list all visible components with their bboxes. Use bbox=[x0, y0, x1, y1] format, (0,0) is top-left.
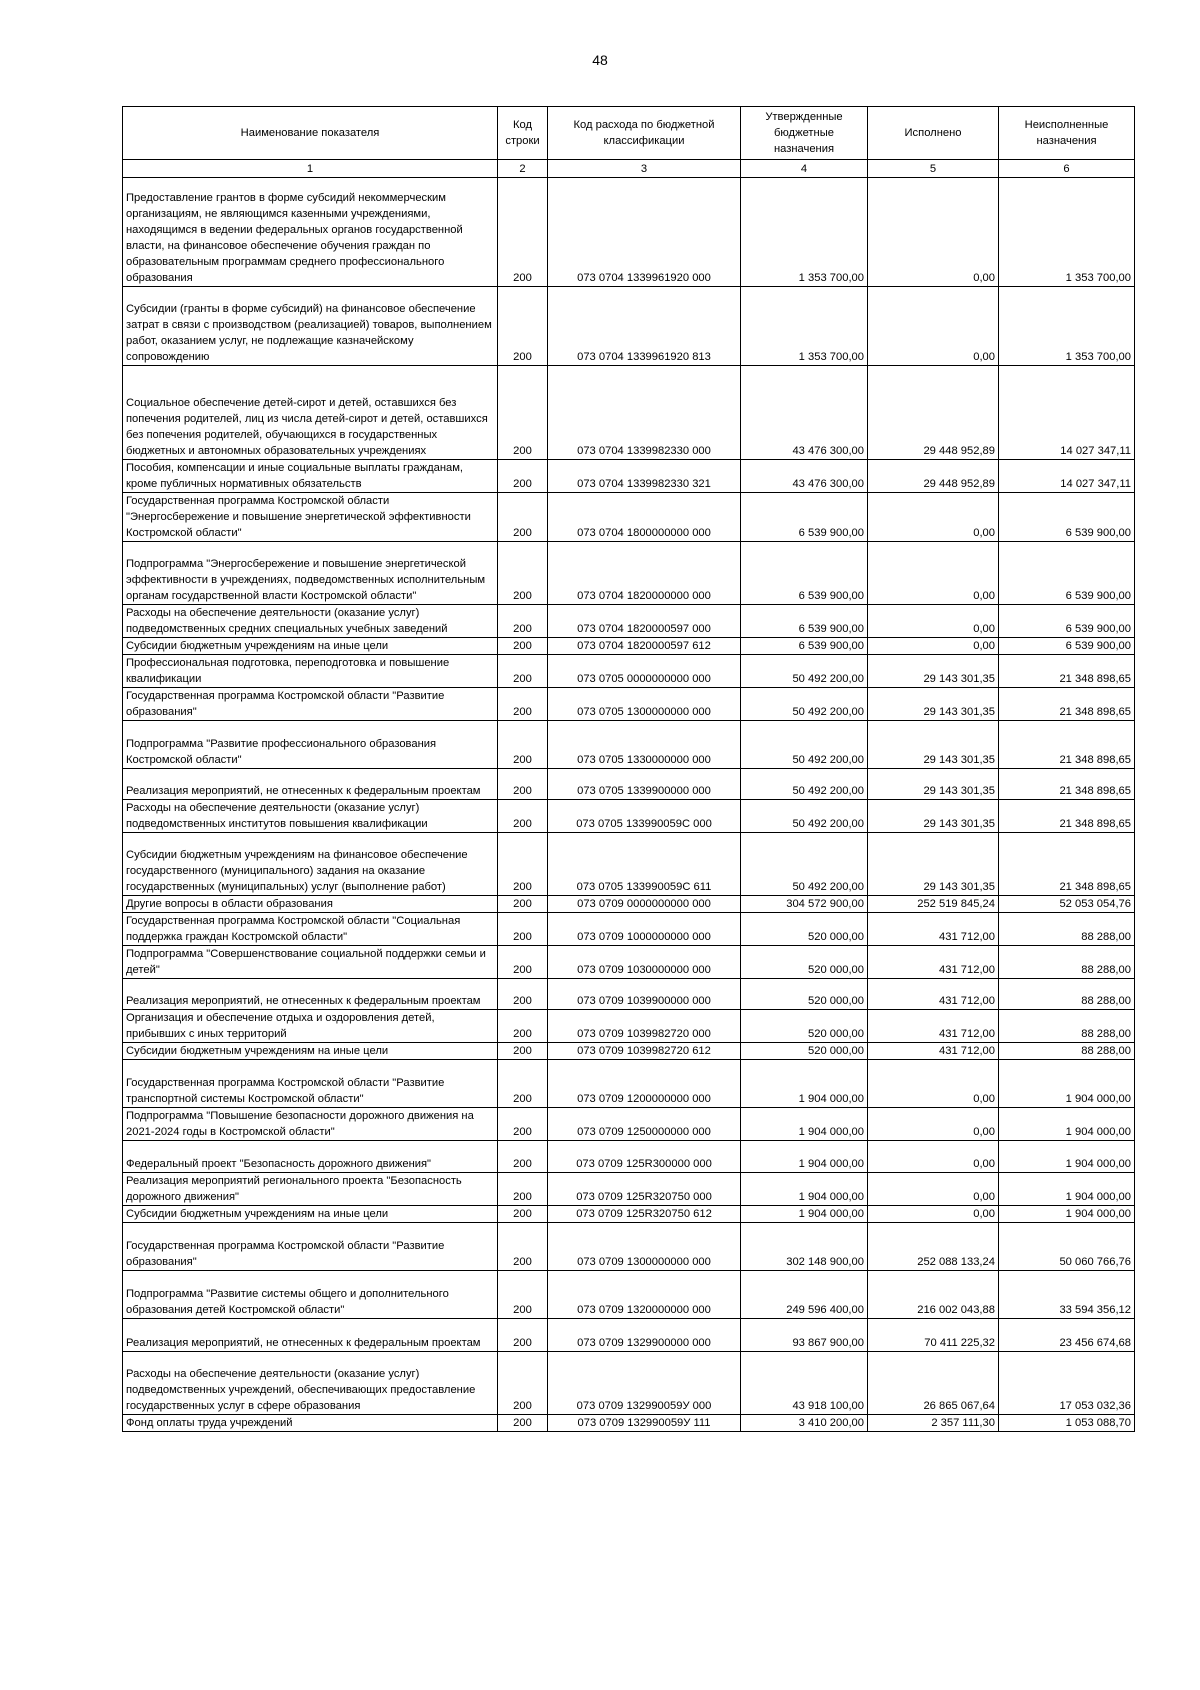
cell-row-code: 200 bbox=[498, 1206, 548, 1223]
cell-unexecuted: 6 539 900,00 bbox=[999, 638, 1135, 655]
cell-indicator-name: Государственная программа Костромской области "Развитие образования" bbox=[123, 1223, 498, 1271]
cell-approved: 1 353 700,00 bbox=[741, 178, 868, 287]
cell-row-code: 200 bbox=[498, 946, 548, 979]
cell-approved: 93 867 900,00 bbox=[741, 1319, 868, 1352]
cell-executed: 29 143 301,35 bbox=[868, 655, 999, 688]
table-row bbox=[123, 1352, 1135, 1415]
cell-row-code: 200 bbox=[498, 1319, 548, 1352]
cell-executed: 29 448 952,89 bbox=[868, 366, 999, 460]
cell-row-code: 200 bbox=[498, 655, 548, 688]
cell-executed: 29 143 301,35 bbox=[868, 769, 999, 800]
cell-unexecuted: 1 353 700,00 bbox=[999, 178, 1135, 287]
cell-row-code: 200 bbox=[498, 1352, 548, 1415]
table-row bbox=[123, 1173, 1135, 1206]
table-row bbox=[123, 493, 1135, 542]
cell-unexecuted: 17 053 032,36 bbox=[999, 1352, 1135, 1415]
cell-executed: 2 357 111,30 bbox=[868, 1415, 999, 1432]
cell-approved: 6 539 900,00 bbox=[741, 605, 868, 638]
cell-approved: 43 918 100,00 bbox=[741, 1352, 868, 1415]
cell-indicator-name: Подпрограмма "Повышение безопасности дорожного движения на 2021-2024 годы в Костромской области" bbox=[123, 1108, 498, 1141]
cell-executed: 0,00 bbox=[868, 1141, 999, 1173]
cell-approved: 1 904 000,00 bbox=[741, 1108, 868, 1141]
cell-indicator-name: Расходы на обеспечение деятельности (оказание услуг) подведомственных средних специальных учебных заведений bbox=[123, 605, 498, 638]
table-row bbox=[123, 1043, 1135, 1060]
table-row bbox=[123, 178, 1135, 287]
cell-approved: 43 476 300,00 bbox=[741, 460, 868, 493]
cell-unexecuted: 88 288,00 bbox=[999, 946, 1135, 979]
cell-budget-code: 073 0705 133990059С 611 bbox=[548, 833, 741, 896]
cell-indicator-name: Субсидии бюджетным учреждениям на финансовое обеспечение государственного (муниципального) задания на оказание государственных (муниципальных) услуг (выполнение работ) bbox=[123, 833, 498, 896]
cell-row-code: 200 bbox=[498, 493, 548, 542]
budget-execution-table bbox=[122, 106, 1135, 1432]
cell-indicator-name: Подпрограмма "Энергосбережение и повышение энергетической эффективности в учреждениях, подведомственных исполнительным органам государственной власти Костромской области" bbox=[123, 542, 498, 605]
cell-approved: 6 539 900,00 bbox=[741, 542, 868, 605]
cell-unexecuted: 21 348 898,65 bbox=[999, 655, 1135, 688]
cell-executed: 0,00 bbox=[868, 1060, 999, 1108]
cell-row-code: 200 bbox=[498, 688, 548, 721]
table-row bbox=[123, 946, 1135, 979]
cell-indicator-name: Субсидии бюджетным учреждениям на иные цели bbox=[123, 1043, 498, 1060]
cell-row-code: 200 bbox=[498, 1415, 548, 1432]
table-row bbox=[123, 913, 1135, 946]
cell-indicator-name: Фонд оплаты труда учреждений bbox=[123, 1415, 498, 1432]
cell-unexecuted: 33 594 356,12 bbox=[999, 1271, 1135, 1319]
cell-unexecuted: 21 348 898,65 bbox=[999, 688, 1135, 721]
cell-indicator-name: Расходы на обеспечение деятельности (оказание услуг) подведомственных учреждений, обеспечивающих предоставление государственных услуг в сфере образования bbox=[123, 1352, 498, 1415]
cell-unexecuted: 14 027 347,11 bbox=[999, 460, 1135, 493]
cell-unexecuted: 88 288,00 bbox=[999, 913, 1135, 946]
cell-unexecuted: 23 456 674,68 bbox=[999, 1319, 1135, 1352]
cell-approved: 520 000,00 bbox=[741, 1010, 868, 1043]
cell-executed: 0,00 bbox=[868, 1173, 999, 1206]
cell-approved: 3 410 200,00 bbox=[741, 1415, 868, 1432]
cell-budget-code: 073 0709 125R320750 000 bbox=[548, 1173, 741, 1206]
cell-row-code: 200 bbox=[498, 1108, 548, 1141]
cell-indicator-name: Другие вопросы в области образования bbox=[123, 896, 498, 913]
cell-row-code: 200 bbox=[498, 1010, 548, 1043]
cell-executed: 29 448 952,89 bbox=[868, 460, 999, 493]
cell-approved: 249 596 400,00 bbox=[741, 1271, 868, 1319]
cell-approved: 6 539 900,00 bbox=[741, 638, 868, 655]
cell-unexecuted: 1 904 000,00 bbox=[999, 1060, 1135, 1108]
cell-unexecuted: 52 053 054,76 bbox=[999, 896, 1135, 913]
cell-approved: 50 492 200,00 bbox=[741, 833, 868, 896]
cell-executed: 431 712,00 bbox=[868, 979, 999, 1010]
cell-indicator-name: Реализация мероприятий регионального проекта "Безопасность дорожного движения" bbox=[123, 1173, 498, 1206]
cell-budget-code: 073 0709 1300000000 000 bbox=[548, 1223, 741, 1271]
cell-indicator-name: Подпрограмма "Совершенствование социальной поддержки семьи и детей" bbox=[123, 946, 498, 979]
cell-budget-code: 073 0709 132990059У 111 bbox=[548, 1415, 741, 1432]
cell-executed: 29 143 301,35 bbox=[868, 833, 999, 896]
cell-approved: 1 353 700,00 bbox=[741, 287, 868, 366]
cell-budget-code: 073 0709 132990059У 000 bbox=[548, 1352, 741, 1415]
table-row bbox=[123, 638, 1135, 655]
column-number: 4 bbox=[741, 160, 868, 178]
cell-row-code: 200 bbox=[498, 366, 548, 460]
cell-budget-code: 073 0709 1039982720 000 bbox=[548, 1010, 741, 1043]
cell-budget-code: 073 0704 1820000597 612 bbox=[548, 638, 741, 655]
cell-executed: 29 143 301,35 bbox=[868, 800, 999, 833]
header-unexecuted-assignments: Неисполненные назначения bbox=[999, 107, 1135, 160]
cell-approved: 1 904 000,00 bbox=[741, 1206, 868, 1223]
cell-executed: 29 143 301,35 bbox=[868, 688, 999, 721]
cell-budget-code: 073 0709 1039982720 612 bbox=[548, 1043, 741, 1060]
cell-approved: 302 148 900,00 bbox=[741, 1223, 868, 1271]
cell-approved: 50 492 200,00 bbox=[741, 769, 868, 800]
cell-indicator-name: Реализация мероприятий, не отнесенных к федеральным проектам bbox=[123, 1319, 498, 1352]
cell-approved: 50 492 200,00 bbox=[741, 800, 868, 833]
cell-indicator-name: Подпрограмма "Развитие профессионального образования Костромской области" bbox=[123, 721, 498, 769]
cell-row-code: 200 bbox=[498, 1141, 548, 1173]
cell-approved: 50 492 200,00 bbox=[741, 655, 868, 688]
cell-executed: 0,00 bbox=[868, 178, 999, 287]
cell-indicator-name: Подпрограмма "Развитие системы общего и дополнительного образования детей Костромской области" bbox=[123, 1271, 498, 1319]
cell-approved: 50 492 200,00 bbox=[741, 688, 868, 721]
cell-row-code: 200 bbox=[498, 460, 548, 493]
cell-executed: 252 519 845,24 bbox=[868, 896, 999, 913]
cell-unexecuted: 88 288,00 bbox=[999, 979, 1135, 1010]
cell-indicator-name: Социальное обеспечение детей-сирот и детей, оставшихся без попечения родителей, лиц из числа детей-сирот и детей, оставшихся без попечения родителей, обучающихся в государственных бюджетных и автономных образовательных учреждениях bbox=[123, 366, 498, 460]
cell-executed: 0,00 bbox=[868, 605, 999, 638]
cell-row-code: 200 bbox=[498, 542, 548, 605]
column-number: 2 bbox=[498, 160, 548, 178]
cell-approved: 520 000,00 bbox=[741, 913, 868, 946]
table-row bbox=[123, 769, 1135, 800]
cell-executed: 0,00 bbox=[868, 1108, 999, 1141]
cell-budget-code: 073 0705 1339900000 000 bbox=[548, 769, 741, 800]
cell-executed: 0,00 bbox=[868, 638, 999, 655]
table-row bbox=[123, 1108, 1135, 1141]
cell-row-code: 200 bbox=[498, 1223, 548, 1271]
table-header-row bbox=[123, 107, 1135, 160]
cell-executed: 431 712,00 bbox=[868, 913, 999, 946]
cell-budget-code: 073 0705 0000000000 000 bbox=[548, 655, 741, 688]
cell-unexecuted: 21 348 898,65 bbox=[999, 833, 1135, 896]
cell-budget-code: 073 0709 1000000000 000 bbox=[548, 913, 741, 946]
cell-budget-code: 073 0709 125R300000 000 bbox=[548, 1141, 741, 1173]
cell-unexecuted: 14 027 347,11 bbox=[999, 366, 1135, 460]
column-number: 3 bbox=[548, 160, 741, 178]
cell-executed: 70 411 225,32 bbox=[868, 1319, 999, 1352]
table-row bbox=[123, 979, 1135, 1010]
cell-unexecuted: 6 539 900,00 bbox=[999, 605, 1135, 638]
header-approved-assignments: Утвержденные бюджетные назначения bbox=[741, 107, 868, 160]
cell-budget-code: 073 0709 0000000000 000 bbox=[548, 896, 741, 913]
cell-indicator-name: Государственная программа Костромской области "Развитие образования" bbox=[123, 688, 498, 721]
cell-unexecuted: 1 904 000,00 bbox=[999, 1173, 1135, 1206]
cell-row-code: 200 bbox=[498, 1060, 548, 1108]
cell-unexecuted: 21 348 898,65 bbox=[999, 721, 1135, 769]
cell-row-code: 200 bbox=[498, 287, 548, 366]
table-row bbox=[123, 833, 1135, 896]
cell-row-code: 200 bbox=[498, 605, 548, 638]
table-row bbox=[123, 460, 1135, 493]
cell-executed: 252 088 133,24 bbox=[868, 1223, 999, 1271]
cell-approved: 520 000,00 bbox=[741, 979, 868, 1010]
cell-indicator-name: Пособия, компенсации и иные социальные выплаты гражданам, кроме публичных нормативных обязательств bbox=[123, 460, 498, 493]
column-number: 5 bbox=[868, 160, 999, 178]
cell-executed: 0,00 bbox=[868, 542, 999, 605]
cell-budget-code: 073 0705 1330000000 000 bbox=[548, 721, 741, 769]
cell-budget-code: 073 0709 1200000000 000 bbox=[548, 1060, 741, 1108]
cell-executed: 0,00 bbox=[868, 493, 999, 542]
table-row bbox=[123, 1206, 1135, 1223]
cell-approved: 6 539 900,00 bbox=[741, 493, 868, 542]
cell-approved: 1 904 000,00 bbox=[741, 1060, 868, 1108]
table-row bbox=[123, 688, 1135, 721]
cell-row-code: 200 bbox=[498, 721, 548, 769]
cell-unexecuted: 6 539 900,00 bbox=[999, 493, 1135, 542]
cell-executed: 0,00 bbox=[868, 287, 999, 366]
cell-budget-code: 073 0705 1300000000 000 bbox=[548, 688, 741, 721]
table-row bbox=[123, 605, 1135, 638]
column-numbers-row bbox=[123, 160, 1135, 178]
cell-unexecuted: 1 053 088,70 bbox=[999, 1415, 1135, 1432]
cell-budget-code: 073 0704 1339982330 000 bbox=[548, 366, 741, 460]
cell-unexecuted: 21 348 898,65 bbox=[999, 769, 1135, 800]
cell-approved: 1 904 000,00 bbox=[741, 1141, 868, 1173]
cell-row-code: 200 bbox=[498, 800, 548, 833]
table-row bbox=[123, 366, 1135, 460]
cell-budget-code: 073 0704 1820000000 000 bbox=[548, 542, 741, 605]
table-row bbox=[123, 1010, 1135, 1043]
cell-row-code: 200 bbox=[498, 178, 548, 287]
cell-approved: 50 492 200,00 bbox=[741, 721, 868, 769]
cell-indicator-name: Реализация мероприятий, не отнесенных к федеральным проектам bbox=[123, 979, 498, 1010]
cell-indicator-name: Государственная программа Костромской области "Развитие транспортной системы Костромской области" bbox=[123, 1060, 498, 1108]
column-number: 6 bbox=[999, 160, 1135, 178]
cell-indicator-name: Предоставление грантов в форме субсидий некоммерческим организациям, не являющимся казенными учреждениями, находящимся в ведении федеральных органов государственной власти, на финансовое обеспечение обучения граждан по образовательным программам среднего профессионального образования bbox=[123, 178, 498, 287]
cell-unexecuted: 21 348 898,65 bbox=[999, 800, 1135, 833]
cell-executed: 216 002 043,88 bbox=[868, 1271, 999, 1319]
cell-indicator-name: Государственная программа Костромской области "Социальная поддержка граждан Костромской области" bbox=[123, 913, 498, 946]
header-row-code: Код строки bbox=[498, 107, 548, 160]
table-row bbox=[123, 896, 1135, 913]
cell-budget-code: 073 0709 1250000000 000 bbox=[548, 1108, 741, 1141]
table-row bbox=[123, 800, 1135, 833]
cell-executed: 431 712,00 bbox=[868, 1043, 999, 1060]
table-row bbox=[123, 721, 1135, 769]
cell-approved: 43 476 300,00 bbox=[741, 366, 868, 460]
cell-row-code: 200 bbox=[498, 769, 548, 800]
cell-row-code: 200 bbox=[498, 896, 548, 913]
cell-row-code: 200 bbox=[498, 1173, 548, 1206]
page-number: 48 bbox=[592, 52, 608, 68]
cell-indicator-name: Реализация мероприятий, не отнесенных к федеральным проектам bbox=[123, 769, 498, 800]
cell-budget-code: 073 0709 1329900000 000 bbox=[548, 1319, 741, 1352]
cell-unexecuted: 1 353 700,00 bbox=[999, 287, 1135, 366]
cell-indicator-name: Организация и обеспечение отдыха и оздоровления детей, прибывших с иных территорий bbox=[123, 1010, 498, 1043]
cell-budget-code: 073 0709 1039900000 000 bbox=[548, 979, 741, 1010]
cell-indicator-name: Субсидии бюджетным учреждениям на иные цели bbox=[123, 1206, 498, 1223]
cell-row-code: 200 bbox=[498, 833, 548, 896]
cell-approved: 1 904 000,00 bbox=[741, 1173, 868, 1206]
cell-indicator-name: Расходы на обеспечение деятельности (оказание услуг) подведомственных институтов повышения квалификации bbox=[123, 800, 498, 833]
cell-row-code: 200 bbox=[498, 979, 548, 1010]
table-row bbox=[123, 1223, 1135, 1271]
cell-unexecuted: 1 904 000,00 bbox=[999, 1108, 1135, 1141]
table-row bbox=[123, 1319, 1135, 1352]
table-row bbox=[123, 1141, 1135, 1173]
table-row bbox=[123, 287, 1135, 366]
cell-budget-code: 073 0704 1820000597 000 bbox=[548, 605, 741, 638]
cell-budget-code: 073 0705 133990059С 000 bbox=[548, 800, 741, 833]
cell-budget-code: 073 0704 1339961920 000 bbox=[548, 178, 741, 287]
cell-budget-code: 073 0704 1339982330 321 bbox=[548, 460, 741, 493]
cell-budget-code: 073 0709 1030000000 000 bbox=[548, 946, 741, 979]
header-budget-classification-code: Код расхода по бюджетной классификации bbox=[548, 107, 741, 160]
cell-approved: 520 000,00 bbox=[741, 1043, 868, 1060]
cell-unexecuted: 1 904 000,00 bbox=[999, 1206, 1135, 1223]
table-row bbox=[123, 655, 1135, 688]
table-row bbox=[123, 1271, 1135, 1319]
header-executed: Исполнено bbox=[868, 107, 999, 160]
cell-unexecuted: 50 060 766,76 bbox=[999, 1223, 1135, 1271]
header-indicator-name: Наименование показателя bbox=[123, 107, 498, 160]
cell-unexecuted: 6 539 900,00 bbox=[999, 542, 1135, 605]
cell-indicator-name: Федеральный проект "Безопасность дорожного движения" bbox=[123, 1141, 498, 1173]
table-row bbox=[123, 542, 1135, 605]
cell-row-code: 200 bbox=[498, 1043, 548, 1060]
cell-budget-code: 073 0709 1320000000 000 bbox=[548, 1271, 741, 1319]
cell-row-code: 200 bbox=[498, 638, 548, 655]
cell-unexecuted: 88 288,00 bbox=[999, 1043, 1135, 1060]
cell-budget-code: 073 0704 1339961920 813 bbox=[548, 287, 741, 366]
table-row bbox=[123, 1060, 1135, 1108]
cell-row-code: 200 bbox=[498, 1271, 548, 1319]
cell-indicator-name: Субсидии бюджетным учреждениям на иные цели bbox=[123, 638, 498, 655]
cell-budget-code: 073 0709 125R320750 612 bbox=[548, 1206, 741, 1223]
cell-unexecuted: 88 288,00 bbox=[999, 1010, 1135, 1043]
cell-executed: 431 712,00 bbox=[868, 946, 999, 979]
cell-executed: 26 865 067,64 bbox=[868, 1352, 999, 1415]
cell-indicator-name: Профессиональная подготовка, переподготовка и повышение квалификации bbox=[123, 655, 498, 688]
cell-budget-code: 073 0704 1800000000 000 bbox=[548, 493, 741, 542]
column-number: 1 bbox=[123, 160, 498, 178]
cell-row-code: 200 bbox=[498, 913, 548, 946]
table-row bbox=[123, 1415, 1135, 1432]
cell-indicator-name: Государственная программа Костромской области "Энергосбережение и повышение энергетической эффективности Костромской области" bbox=[123, 493, 498, 542]
cell-executed: 431 712,00 bbox=[868, 1010, 999, 1043]
cell-executed: 29 143 301,35 bbox=[868, 721, 999, 769]
cell-approved: 304 572 900,00 bbox=[741, 896, 868, 913]
cell-unexecuted: 1 904 000,00 bbox=[999, 1141, 1135, 1173]
cell-indicator-name: Субсидии (гранты в форме субсидий) на финансовое обеспечение затрат в связи с производством (реализацией) товаров, выполнением работ, оказанием услуг, не подлежащие казначейскому сопровождению bbox=[123, 287, 498, 366]
cell-executed: 0,00 bbox=[868, 1206, 999, 1223]
cell-approved: 520 000,00 bbox=[741, 946, 868, 979]
